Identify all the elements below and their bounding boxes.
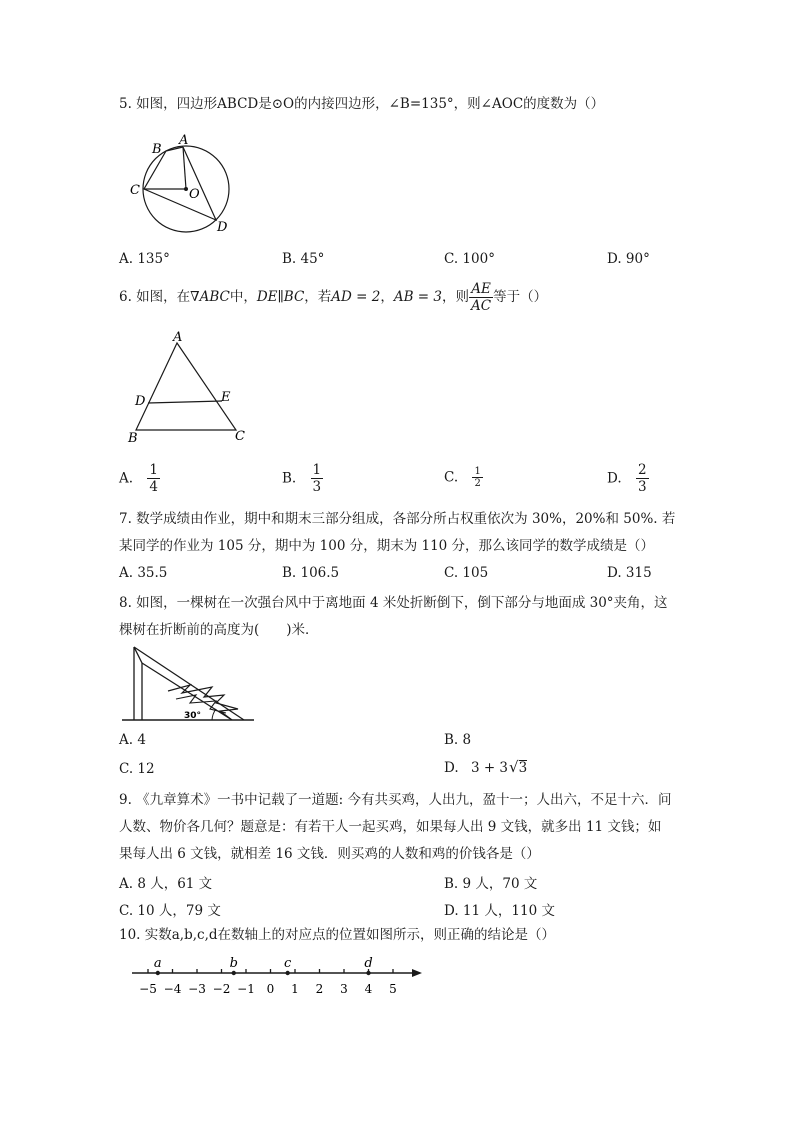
q6-ad-value: AD = 2 [331,289,381,305]
q6-triangle-figure [124,330,254,446]
q6-option-b-num: 1 [312,462,322,478]
q5-label-d: D [217,220,228,235]
q6-option-b-letter: B. [282,470,297,487]
number-line-point-label: c [284,956,292,971]
q6-stem-part: ，若 [304,289,332,305]
q5-label-c: C [130,183,140,198]
q8-option-d-radicand: 3 [518,760,528,776]
q6-label-a: A [173,330,183,345]
q6-option-d-num: 2 [637,462,647,478]
q6-frac-num: AE [469,281,493,298]
q6-option-b-frac [311,462,324,495]
number-line-tick-label: 4 [364,982,373,996]
q7-option-d[interactable]: D. 315 [607,565,652,581]
q7-option-b[interactable]: B. 106.5 [282,565,340,581]
q8-option-a[interactable]: A. 4 [119,732,146,748]
number-line-point-label: d [364,956,373,971]
q9-option-d[interactable]: D. 11 人，110 文 [444,903,555,919]
q7-stem [119,506,694,560]
q5-circle-figure [128,132,238,238]
q7-option-c[interactable]: C. 105 [444,565,489,581]
q6-option-b-den: 3 [312,479,322,495]
q6-frac-den: AC [471,298,492,314]
number-line-tick-label: 0 [266,982,275,996]
q8-option-b[interactable]: B. 8 [444,732,472,748]
number-line-tick-label: 5 [389,982,397,996]
q6-option-c-den: 2 [474,478,481,489]
q6-stem [119,280,694,314]
q5-label-o: O [189,187,200,202]
q6-label-b: B [128,431,138,446]
q9-option-a[interactable]: A. 8 人，61 文 [119,876,213,892]
q10-number-line [128,954,428,1006]
q6-option-a-letter: A. [119,470,134,487]
number-line-tick-label: −2 [212,982,231,996]
q6-stem-part: 6. 如图，在 [119,289,191,305]
q6-stem-part: ，则 [442,289,469,305]
q8-option-d-letter: D. [444,760,459,776]
q6-option-a[interactable] [119,462,160,495]
q8-broken-tree-figure [120,641,260,725]
q8-stem-line: 棵树在折断前的高度为( )米． [119,622,319,638]
q7-stem-line: 7. 数学成绩由作业，期中和期末三部分组成，各部分所占权重依次为 30%，20%和 50%. 若 [119,511,676,527]
number-line-tick-label: −1 [237,982,255,996]
q5-option-b[interactable]: B. 45° [282,251,325,267]
q6-label-d: D [135,394,146,409]
q6-stem-part: ， [380,289,394,305]
q6-option-b[interactable] [282,462,323,495]
q5-label-b: B [152,142,162,157]
q7-stem-line: 某同学的作业为 105 分，期中为 100 分，期末为 110 分，那么该同学的数学成绩是（） [119,538,655,554]
q6-label-e: E [221,390,231,405]
q6-option-d-den: 3 [637,479,647,495]
q6-option-d[interactable] [607,462,649,495]
number-line-tick-label: 3 [340,982,348,996]
q6-option-c-num: 1 [474,466,481,477]
q6-stem-part: 等于（） [493,289,548,305]
number-line-point-b [232,971,236,975]
q6-option-c-frac [472,466,482,489]
q6-option-d-letter: D. [607,470,622,487]
q9-stem-line: 9. 《九章算术》一书中记载了一道题: 今有共买鸡，人出九，盈十一；人出六，不足十六．问 [119,792,672,808]
q6-option-a-num: 1 [149,462,158,478]
q9-option-c[interactable]: C. 10 人，79 文 [119,903,221,919]
q6-ratio-fraction [469,281,493,314]
q9-stem [119,787,694,868]
q8-stem [119,590,694,644]
number-line-point-label: b [229,956,238,971]
number-line-point-c [285,971,289,975]
q9-stem-line: 果每人出 6 文钱，就相差 16 文钱．则买鸡的人数和鸡的价钱各是（） [119,846,540,862]
q8-stem-line: 8. 如图，一棵树在一次强台风中于离地面 4 米处折断倒下，倒下部分与地面成 30°夹角，这 [119,595,668,611]
q6-option-c[interactable] [444,466,483,489]
q6-stem-part: 中， [229,289,257,305]
q9-option-b[interactable]: B. 9 人，70 文 [444,876,538,892]
number-line-tick-label: 2 [315,982,324,996]
q5-stem: 5. 如图，四边形ABCD是⊙O的内接四边形，∠B=135°，则∠AOC的度数为（） [119,96,605,112]
q8-angle-label: 30° [184,711,202,721]
q6-label-c: C [235,429,245,444]
number-line-point-label: a [153,956,162,971]
q6-option-a-den: 4 [149,479,158,495]
q5-option-c[interactable]: C. 100° [444,251,495,267]
number-line-tick-label: −4 [163,982,182,996]
number-line-point-d [366,971,370,975]
q6-option-c-letter: C. [444,469,459,486]
q6-ab-value: AB = 3 [393,289,442,305]
q8-option-c[interactable]: C. 12 [119,761,155,777]
q8-option-d[interactable] [444,758,527,776]
q6-option-d-frac [636,462,649,495]
q9-stem-line: 人数、物价各几何？题意是：有若干人一起买鸡，如果每人出 9 文钱，就多出 11 文钱；如 [119,819,662,835]
number-line-point-a [156,971,160,975]
q6-triangle-name: ∇ABC [190,289,230,305]
q6-parallel: DE∥BC [256,289,305,305]
q5-option-a[interactable]: A. 135° [119,251,170,267]
sqrt-icon: √ [509,758,519,776]
q5-label-a: A [179,133,189,148]
q7-option-a[interactable]: A. 35.5 [119,565,168,581]
q6-option-a-frac [147,462,160,495]
q8-option-d-expr: 3 + 3 [470,760,509,776]
q10-stem: 10. 实数a,b,c,d在数轴上的对应点的位置如图所示，则正确的结论是（） [119,927,556,943]
number-line-tick-label: −3 [188,982,206,996]
q5-option-d[interactable]: D. 90° [607,251,650,267]
number-line-tick-label: −5 [139,982,157,996]
arrow-right-icon [412,969,422,977]
number-line-tick-label: 1 [291,982,299,996]
